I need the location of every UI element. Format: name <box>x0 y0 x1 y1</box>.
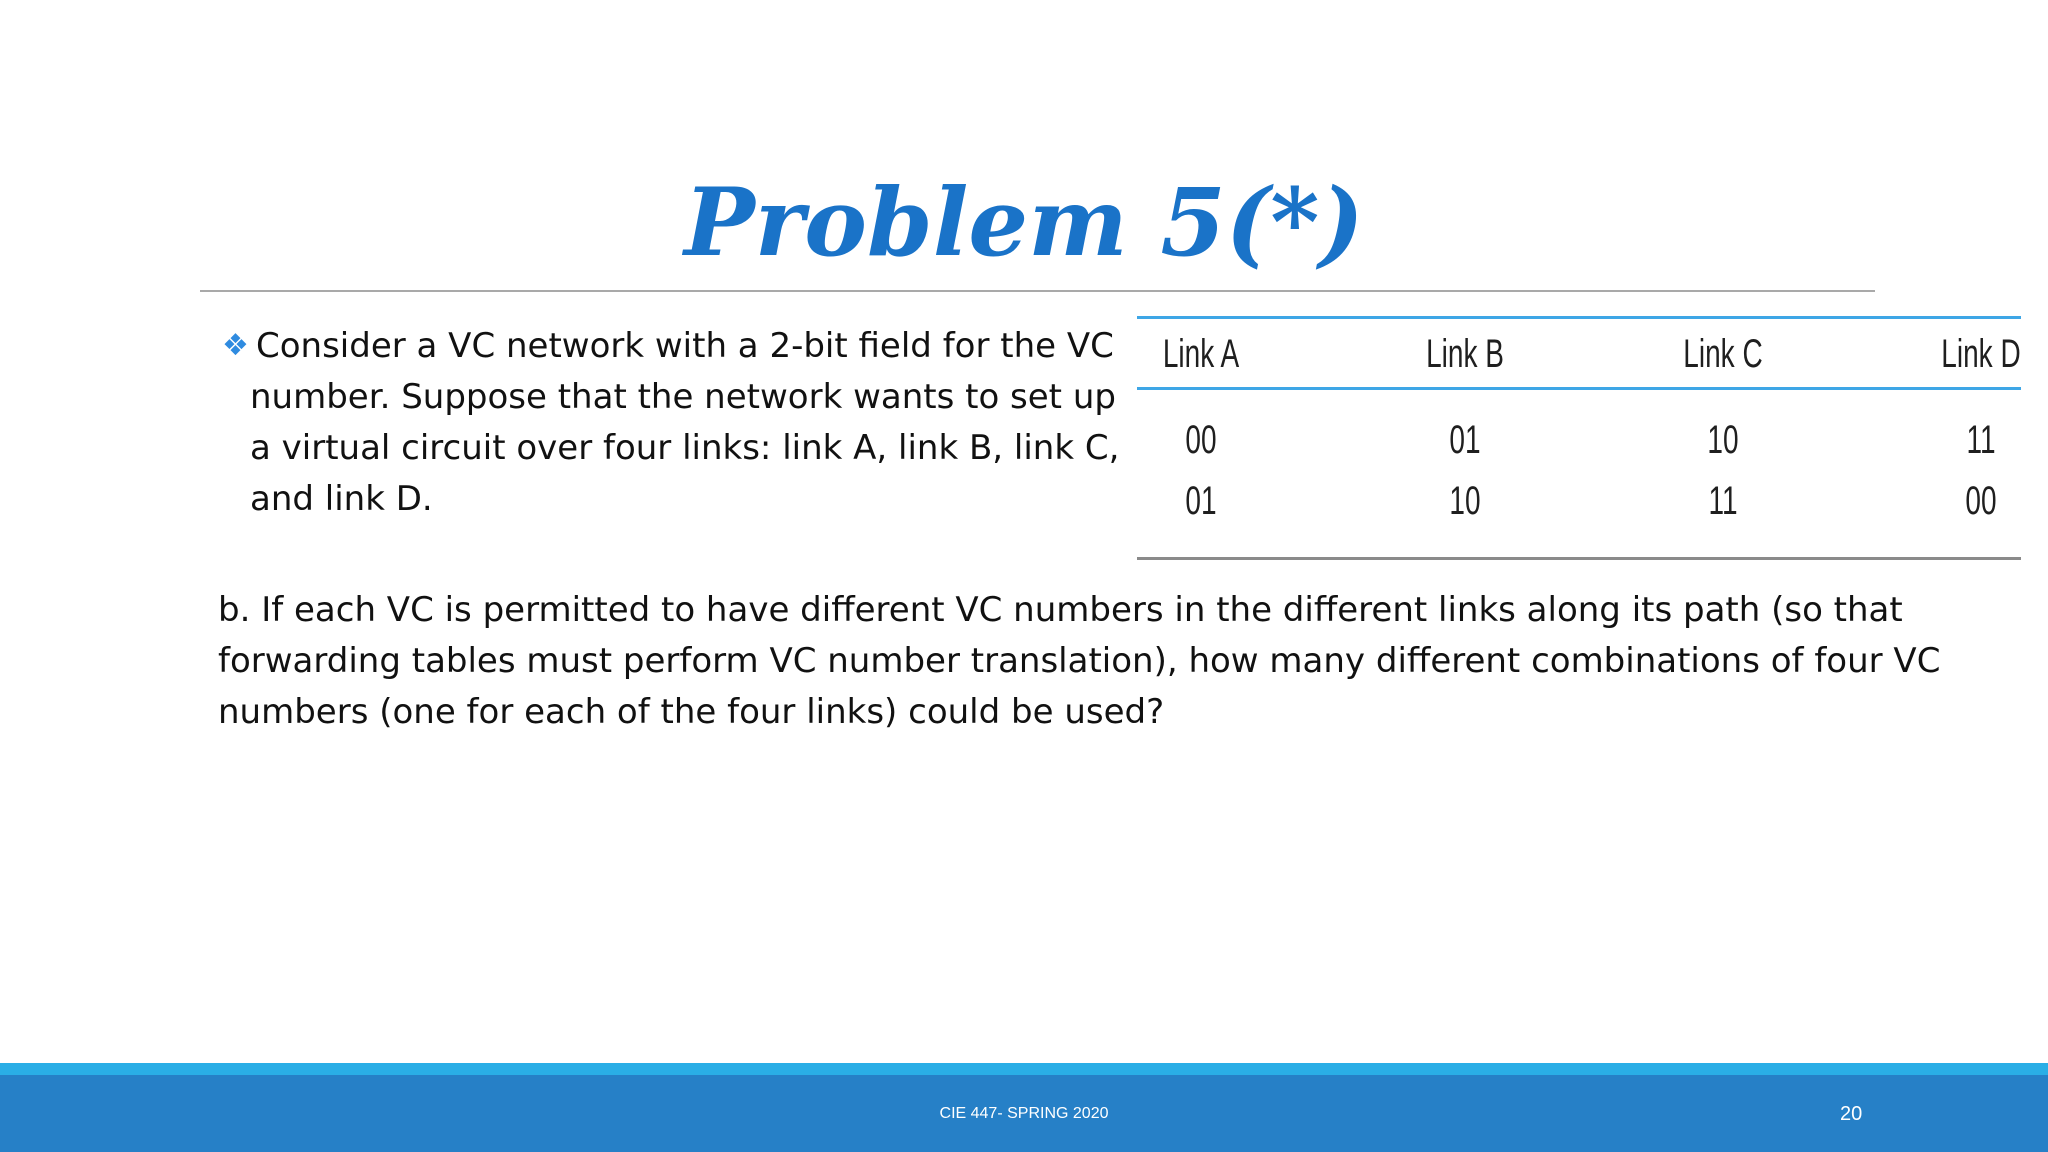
question-b: b. If each VC is permitted to have different VC numbers in the different links along its path (so that forwarding tables must perform VC number translation), how many different combinations of four VC numbers (one for each of the four links) could be used? <box>218 590 1941 732</box>
intro-line-4: and link D. <box>250 479 433 519</box>
intro-paragraph <box>222 320 1132 525</box>
table-cell: 10 <box>1707 418 1739 462</box>
table-cell: 01 <box>1449 418 1481 462</box>
intro-line-1: ❖ Consider a VC network with a 2-bit field for the VC <box>222 320 1132 372</box>
footer-stripe <box>0 1063 2048 1075</box>
slide-title: Problem 5(*) <box>684 168 1364 278</box>
intro-line-3: a virtual circuit over four links: link A, link B, link C, <box>250 428 1120 468</box>
diamond-bullet-icon: ❖ <box>222 328 249 363</box>
header-link-a: Link A <box>1162 332 1240 376</box>
table-cell: 00 <box>1965 479 1997 523</box>
page-number: 20 <box>1840 1103 1863 1125</box>
title-divider <box>200 290 1875 292</box>
table-cell: 01 <box>1185 479 1217 523</box>
footer-course-label: CIE 447- SPRING 2020 <box>939 1105 1109 1122</box>
table-cell: 00 <box>1185 418 1217 462</box>
table-cell: 11 <box>1708 479 1738 523</box>
table-cell: 11 <box>1966 418 1996 462</box>
vc-number-table <box>1137 316 2021 560</box>
table-cell: 10 <box>1449 479 1481 523</box>
table-header <box>1137 319 2021 390</box>
header-link-b: Link B <box>1426 332 1504 376</box>
header-link-c: Link C <box>1683 332 1763 376</box>
intro-line-2: number. Suppose that the network wants to set up <box>250 377 1116 417</box>
header-link-d: Link D <box>1941 332 2021 376</box>
